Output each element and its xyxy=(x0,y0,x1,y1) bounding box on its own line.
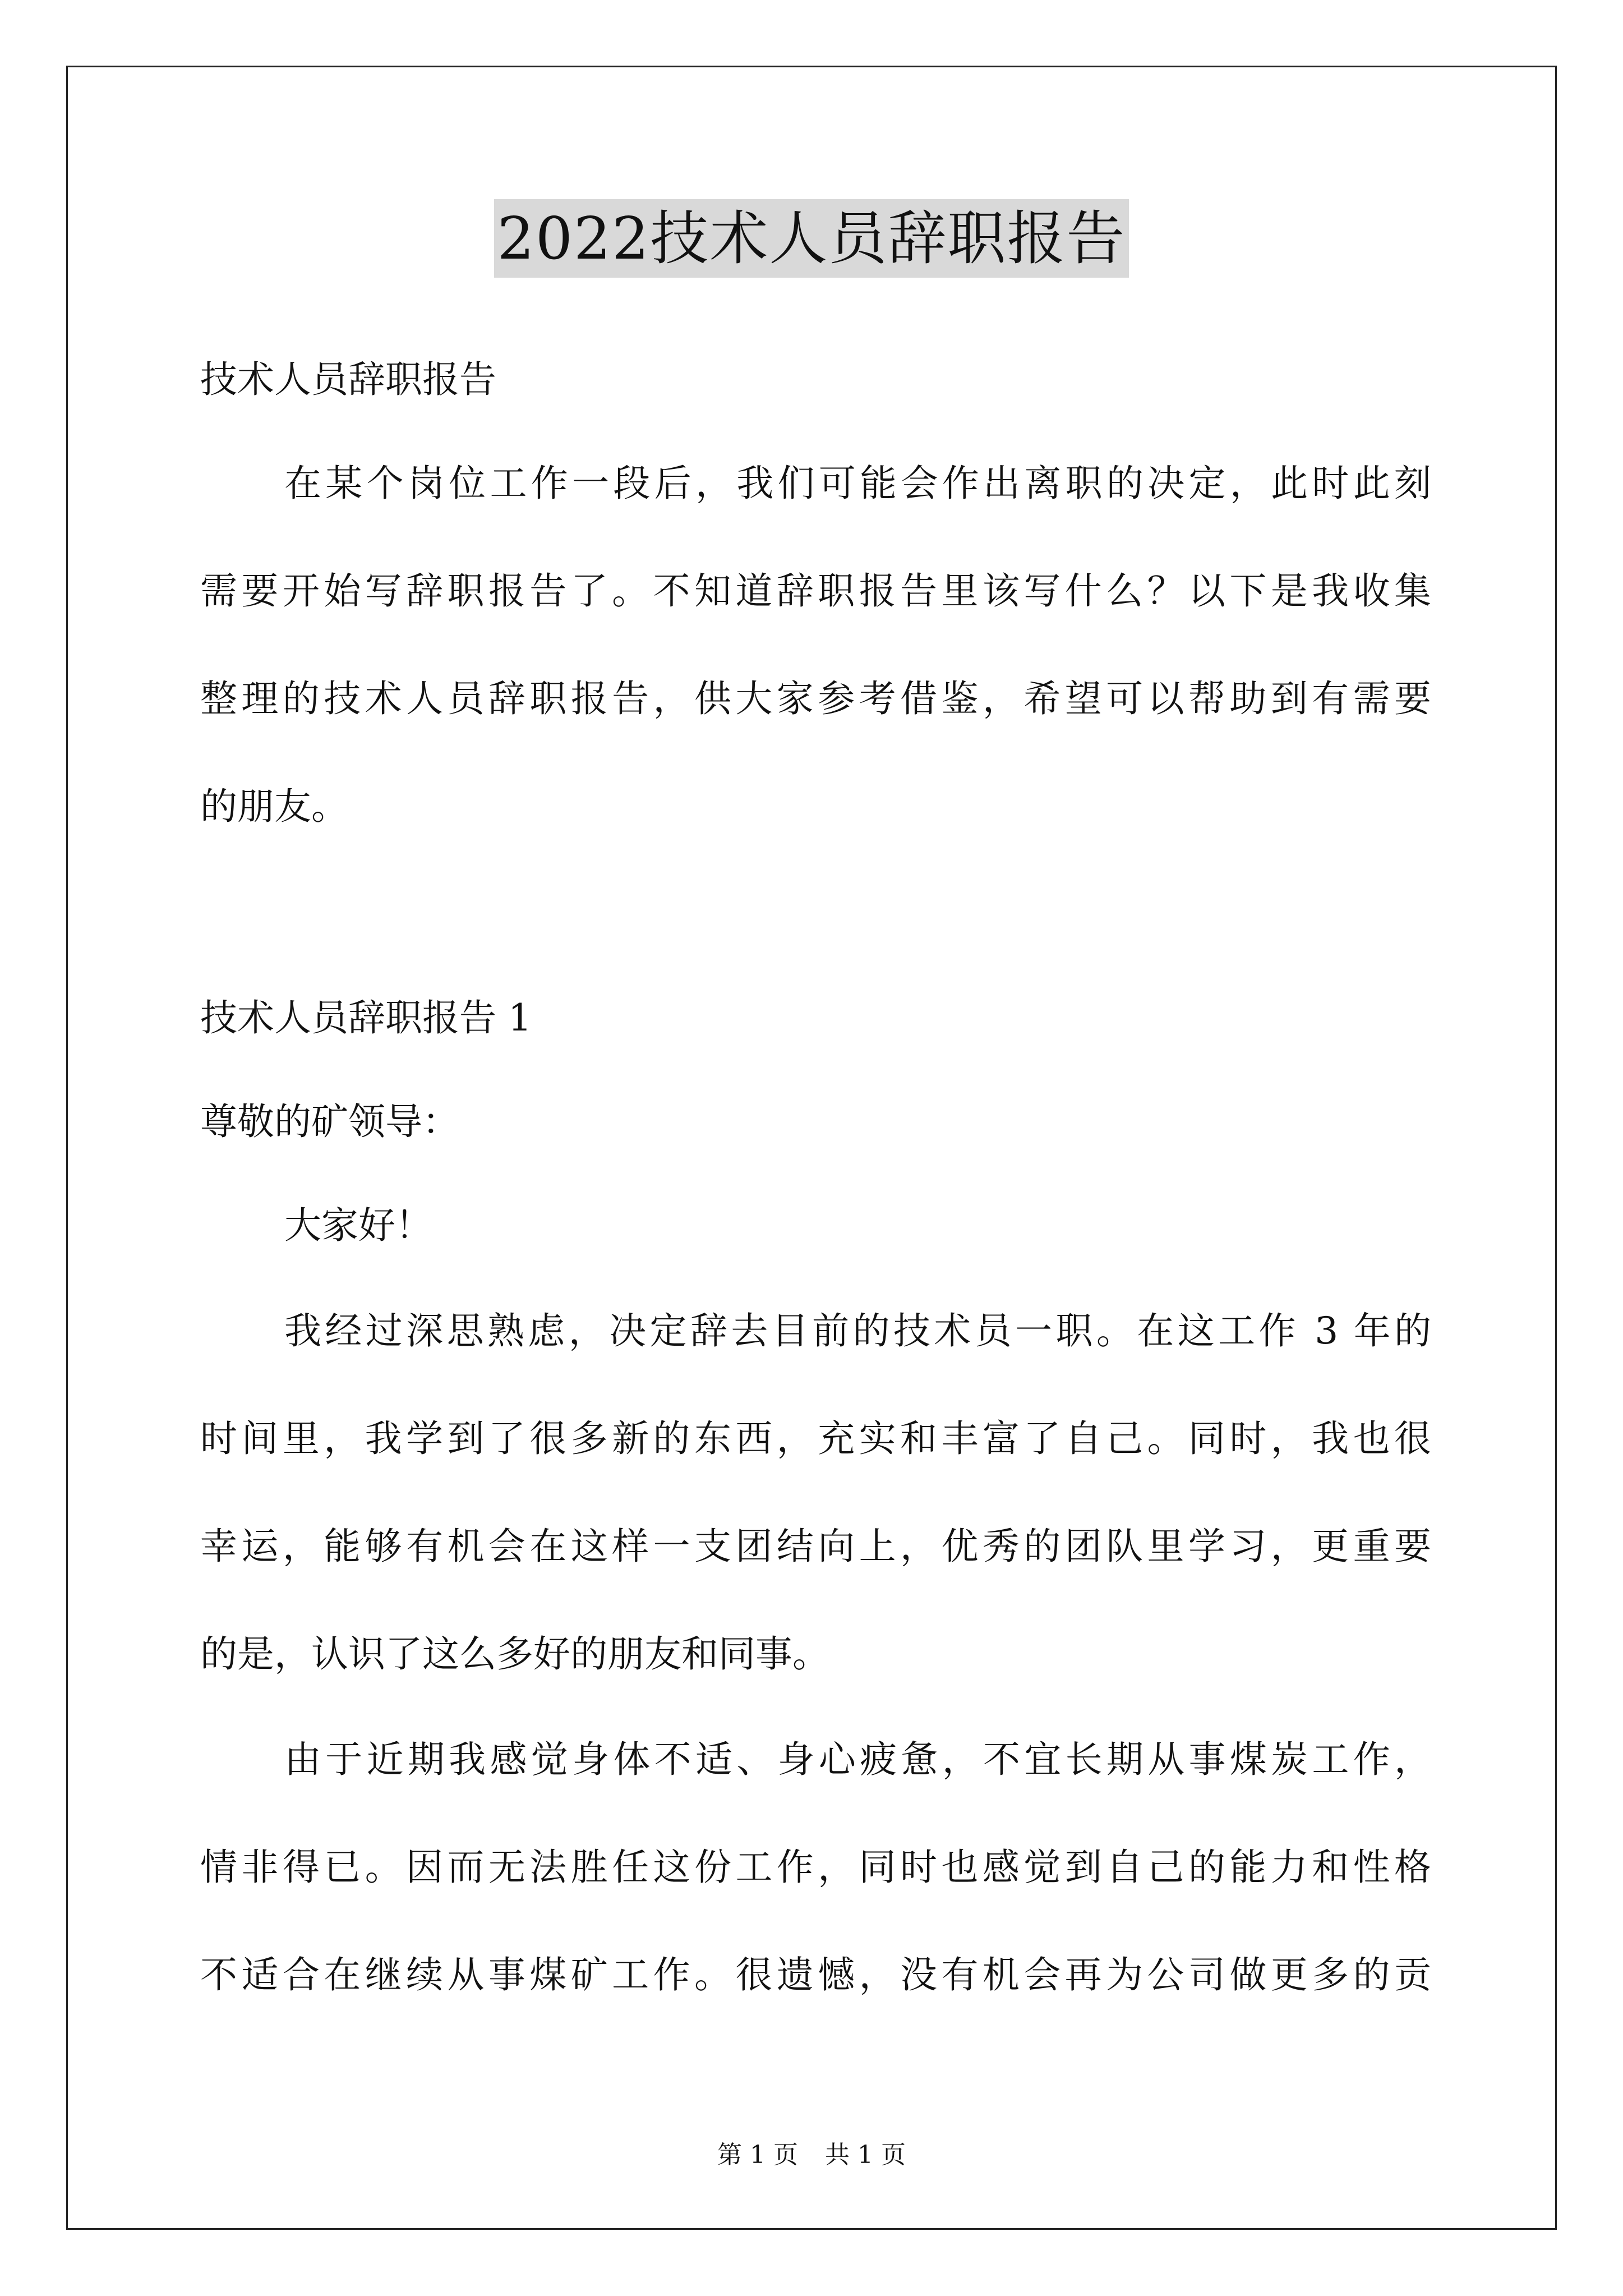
paragraph-line: 幸运，能够有机会在这样一支团结向上，优秀的团队里学习，更重要 xyxy=(200,1525,1431,1568)
paragraph-line: 时间里，我学到了很多新的东西，充实和丰富了自己。同时，我也很 xyxy=(200,1417,1431,1460)
page-footer xyxy=(0,2138,1623,2172)
greeting: 大家好！ xyxy=(284,1204,432,1247)
paragraph-line: 需要开始写辞职报告了。不知道辞职报告里该写什么？以下是我收集 xyxy=(200,569,1431,613)
page-total: 共 1 页 xyxy=(825,2141,906,2169)
paragraph-line: 不适合在继续从事煤矿工作。很遗憾，没有机会再为公司做更多的贡 xyxy=(200,1953,1431,1996)
paragraph-line: 整理的技术人员辞职报告，供大家参考借鉴，希望可以帮助到有需要 xyxy=(200,677,1431,720)
title-wrap xyxy=(0,199,1623,278)
paragraph-line: 由于近期我感觉身体不适、身心疲惫，不宜长期从事煤炭工作， xyxy=(284,1738,1431,1781)
document-title: 2022技术人员辞职报告 xyxy=(494,199,1129,278)
paragraph-line: 我经过深思熟虑，决定辞去目前的技术员一职。在这工作 3 年的 xyxy=(284,1309,1431,1352)
section-heading: 技术人员辞职报告 1 xyxy=(200,996,532,1039)
paragraph-line: 在某个岗位工作一段后，我们可能会作出离职的决定，此时此刻 xyxy=(284,462,1431,505)
paragraph-line: 情非得已。因而无法胜任这份工作，同时也感觉到自己的能力和性格 xyxy=(200,1846,1431,1889)
section-heading: 技术人员辞职报告 xyxy=(200,358,496,401)
salutation: 尊敬的矿领导： xyxy=(200,1100,459,1143)
page-number: 第 1 页 xyxy=(717,2141,798,2169)
paragraph-line: 的朋友。 xyxy=(200,785,348,828)
paragraph-line: 的是，认识了这么多好的朋友和同事。 xyxy=(200,1632,829,1676)
